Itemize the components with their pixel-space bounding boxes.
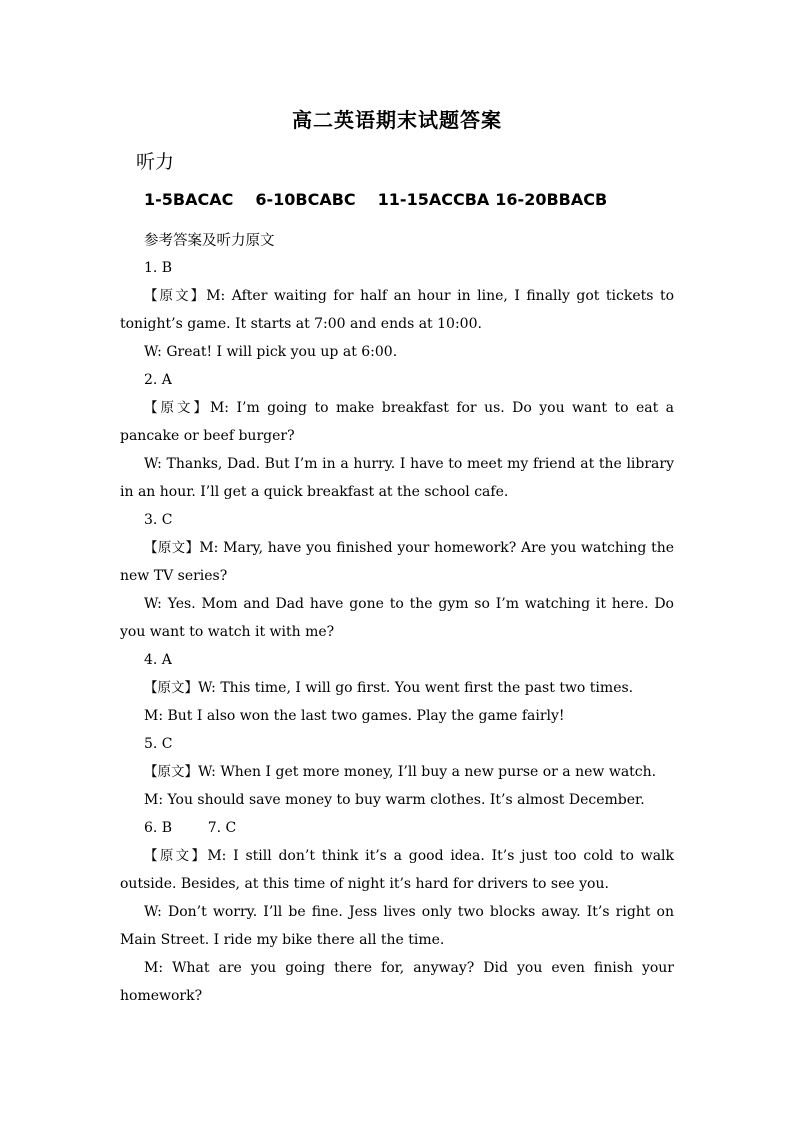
- transcript-text: M: After waiting for half an hour in line, I finally got tickets to tonight’s game. It starts at 7:00 and ends at 10:00.: [120, 288, 675, 332]
- transcript-text: W: This time, I will go first. You went first the past two times.: [198, 680, 634, 696]
- transcript-text: M: I still don’t think it’s a good idea. It’s just too cold to walk outside. Besides, at this time of night it’s hard for drivers to see you.: [120, 848, 674, 892]
- transcript-line: [120, 394, 674, 450]
- item-answer: 3. C: [144, 512, 173, 528]
- transcript-line: M: You should save money to buy warm clothes. It’s almost December.: [144, 792, 645, 808]
- item-answer: 1. B: [144, 260, 173, 276]
- section-heading-listening: 听力: [136, 151, 175, 173]
- answer-key-group: 11-15ACCBA: [377, 190, 490, 209]
- source-tag: 【原文】: [144, 288, 207, 304]
- transcript-line: W: Thanks, Dad. But I’m in a hurry. I have to meet my friend at the library in an hour. I’ll get a quick breakfast at the school cafe.: [120, 456, 674, 500]
- source-tag: 【原文】: [144, 848, 208, 864]
- item-answer: 4. A: [144, 652, 172, 668]
- source-tag: 【原文】: [144, 400, 210, 416]
- item-answer: 6. B 7. C: [144, 820, 237, 836]
- source-tag: 【原文】: [144, 680, 198, 696]
- transcript-line: [120, 534, 674, 590]
- transcript-line: [120, 674, 674, 702]
- transcript-line: M: But I also won the last two games. Play the game fairly!: [144, 708, 565, 724]
- transcript-line: [120, 842, 674, 898]
- answer-key-group: 6-10BCABC: [255, 190, 356, 209]
- transcript-text: M: I’m going to make breakfast for us. Do you want to eat a pancake or beef burger?: [120, 400, 675, 444]
- transcript-text: M: Mary, have you finished your homework? Are you watching the new TV series?: [120, 540, 674, 584]
- transcript-line: [120, 282, 674, 338]
- answer-key-row: [144, 190, 607, 209]
- item-answer: 2. A: [144, 372, 172, 388]
- source-tag: 【原文】: [144, 764, 198, 780]
- transcript-line: W: Yes. Mom and Dad have gone to the gym so I’m watching it here. Do you want to watch it with me?: [120, 596, 674, 640]
- transcript-content: [120, 254, 674, 1010]
- transcript-line: [120, 758, 674, 786]
- document-title: 高二英语期末试题答案: [292, 108, 502, 132]
- answer-key-group: 16-20BBACB: [495, 190, 608, 209]
- answer-key-group: 1-5BACAC: [144, 190, 234, 209]
- transcript-line: W: Don’t worry. I’ll be fine. Jess lives only two blocks away. It’s right on Main Street. I ride my bike there all the time.: [120, 904, 674, 948]
- transcript-line: W: Great! I will pick you up at 6:00.: [144, 344, 398, 360]
- transcript-line: M: What are you going there for, anyway? Did you even finish your homework?: [120, 960, 674, 1004]
- item-answer: 5. C: [144, 736, 173, 752]
- source-tag: 【原文】: [144, 540, 200, 556]
- transcript-text: W: When I get more money, I’ll buy a new purse or a new watch.: [198, 764, 657, 780]
- reference-heading: 参考答案及听力原文: [144, 233, 275, 249]
